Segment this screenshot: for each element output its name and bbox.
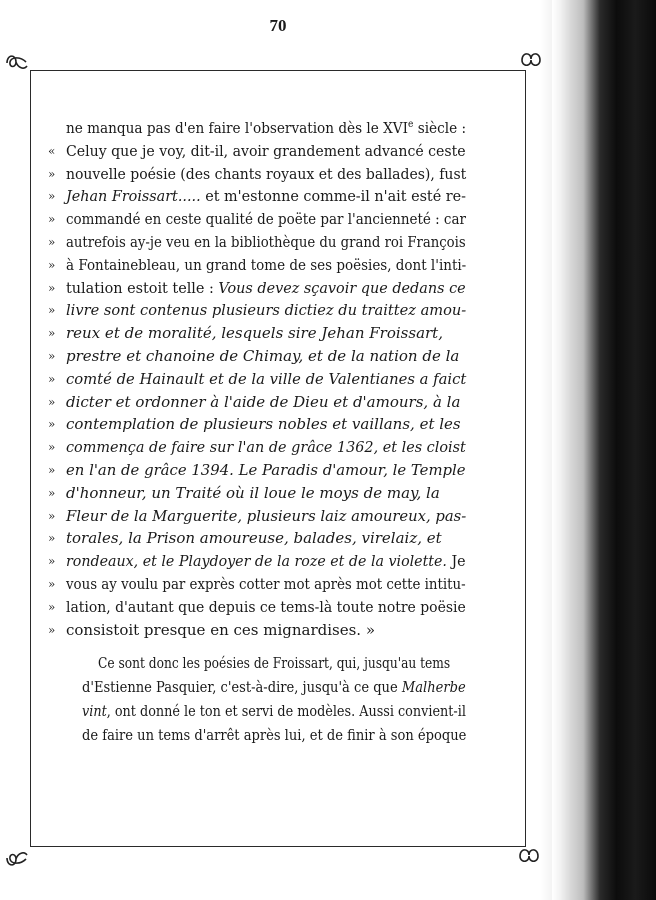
italic-segment: rondeaux, et le Playdoyer de la roze et de la violette. [66, 552, 447, 571]
book-spine [552, 0, 656, 900]
superscript-segment: e [408, 119, 414, 130]
line-text [66, 254, 466, 277]
line-text [66, 163, 466, 186]
text-line [48, 436, 466, 459]
line-text [82, 723, 466, 747]
line-text [66, 368, 466, 391]
italic-segment: comté de Hainault et de la ville de Valentianes a faict [66, 369, 467, 388]
text-line [66, 117, 466, 140]
quote-mark: » [48, 326, 56, 341]
line-text [66, 391, 460, 414]
text-segment: tulation estoit telle : [66, 278, 219, 297]
text-segment: vous ay voulu par exprès cotter mot après mot cette intitu- [66, 574, 466, 593]
text-segment: et m'estonne comme-il n'ait esté re- [200, 187, 466, 206]
line-text [82, 675, 466, 699]
text-line [48, 277, 466, 300]
text-line [48, 254, 467, 277]
line-text [66, 596, 466, 619]
corner-ornament-icon [516, 845, 542, 867]
text-line [48, 322, 466, 345]
line-text [66, 505, 466, 528]
frame-rule-bottom [30, 846, 526, 847]
text-line [48, 573, 466, 596]
text-line [48, 596, 466, 619]
line-text [66, 482, 440, 505]
text-line [48, 459, 466, 482]
italic-segment: Fleur de la Marguerite, plusieurs laiz amoureux, pas- [66, 506, 467, 525]
quote-mark: » [48, 234, 56, 249]
text-segment: , ont donné le ton et servi de modèles. Aussi convient-il [106, 702, 466, 720]
text-segment: nouvelle poésie (des chants royaux et des ballades), fust [66, 164, 467, 183]
quote-mark: » [48, 212, 56, 227]
quote-mark: » [48, 166, 56, 181]
italic-segment: prestre et chanoine de Chimay, et de la nation de la [66, 346, 460, 365]
italic-segment: torales, la Prison amoureuse, balades, virelaiz, et [66, 529, 442, 548]
line-text [66, 117, 466, 140]
quote-mark: « [48, 143, 56, 158]
quote-mark: » [48, 576, 56, 591]
text-line [82, 699, 466, 723]
text-line [48, 208, 466, 231]
body-paragraph [82, 651, 466, 747]
text-segment: siècle : [413, 119, 467, 137]
text-line [48, 163, 467, 186]
text-line [48, 550, 466, 573]
quote-mark: » [48, 622, 56, 637]
text-line [82, 675, 466, 699]
text-segment: consistoit presque en ces mignardises. » [66, 620, 376, 639]
text-segment: lation, d'autant que depuis ce tems-là toute notre poësie [66, 597, 466, 616]
line-text [66, 231, 466, 254]
quote-mark: » [48, 394, 56, 409]
text-line [48, 140, 466, 163]
quote-mark: » [48, 371, 56, 386]
text-line [48, 368, 467, 391]
line-text [66, 299, 466, 322]
italic-segment: Jehan Froissart..... [66, 187, 201, 206]
quote-mark: » [48, 440, 56, 455]
text-line [48, 185, 466, 208]
text-segment: Celuy que je voy, dit-il, avoir grandement advancé ceste [66, 141, 466, 160]
quote-mark: » [48, 303, 56, 318]
quote-mark: » [48, 531, 56, 546]
text-line [48, 345, 466, 368]
quote-mark: » [48, 189, 56, 204]
corner-ornament-icon [4, 51, 30, 73]
text-line [82, 723, 466, 747]
line-text [66, 322, 443, 345]
text-line [98, 651, 466, 675]
text-line [48, 231, 466, 254]
italic-segment: Malherbe [401, 678, 466, 696]
line-text [66, 185, 466, 208]
frame-rule-top [30, 70, 526, 71]
italic-segment: Vous devez sçavoir que dedans ce [218, 278, 466, 297]
text-line [48, 413, 466, 436]
line-text [66, 527, 442, 550]
italic-segment: dicter et ordonner à l'aide de Dieu et d'amours, à la [66, 392, 461, 411]
text-line [48, 619, 466, 642]
italic-segment: commença de faire sur l'an de grâce 1362, et les cloist [66, 438, 466, 457]
text-line [48, 299, 467, 322]
italic-segment: contemplation de plusieurs nobles et vaillans, et les [66, 415, 461, 434]
text-line [48, 527, 466, 550]
italic-segment: en l'an de grâce 1394. Le Paradis d'amour, le Temple [66, 460, 466, 479]
text-segment: d'Estienne Pasquier, c'est-à-dire, jusqu'à ce que [82, 678, 402, 696]
page-number: 70 [269, 16, 287, 35]
quote-mark: » [48, 485, 56, 500]
line-text [66, 550, 466, 573]
italic-segment: reux et de moralité, lesquels sire Jehan Froissart, [66, 324, 443, 343]
line-text [66, 277, 466, 300]
text-segment: Ce sont donc les poésies de Froissart, qui, jusqu'au tems [98, 654, 451, 672]
quote-mark: » [48, 348, 56, 363]
quote-mark: » [48, 417, 56, 432]
line-text [98, 651, 450, 675]
frame-rule-right [525, 70, 526, 846]
corner-ornament-icon [4, 848, 30, 870]
line-text [66, 140, 466, 163]
italic-segment: vint [82, 702, 107, 720]
line-text [66, 413, 461, 436]
line-text [66, 345, 459, 368]
quote-mark: » [48, 554, 56, 569]
quote-mark: » [48, 508, 56, 523]
text-segment: ne manqua pas d'en faire l'observation dès le XVI [66, 119, 409, 137]
line-text [66, 619, 375, 642]
text-line [48, 391, 466, 414]
quote-mark: » [48, 462, 56, 477]
text-segment: de faire un tems d'arrêt après lui, et de finir à son époque [82, 726, 467, 744]
quote-mark: » [48, 257, 56, 272]
text-line [48, 505, 467, 528]
line-text [66, 573, 466, 596]
line-text [82, 699, 466, 723]
text-segment: à Fontainebleau, un grand tome de ses poësies, dont l'inti- [66, 255, 467, 274]
line-text [66, 459, 466, 482]
italic-segment: d'honneur, un Traité où il loue le moys de may, la [66, 483, 440, 502]
text-line [48, 482, 466, 505]
text-segment: Je [446, 552, 466, 571]
frame-rule-left [30, 70, 31, 846]
line-text [66, 436, 466, 459]
quotation-block [48, 117, 467, 641]
line-text [66, 208, 466, 231]
text-segment: autrefois ay-je veu en la bibliothèque du grand roi François [66, 232, 466, 251]
quote-mark: » [48, 280, 56, 295]
italic-segment: livre sont contenus plusieurs dictiez du traittez amou- [66, 301, 467, 320]
quote-mark: » [48, 599, 56, 614]
text-segment: commandé en ceste qualité de poëte par l'ancienneté : car [66, 210, 466, 229]
